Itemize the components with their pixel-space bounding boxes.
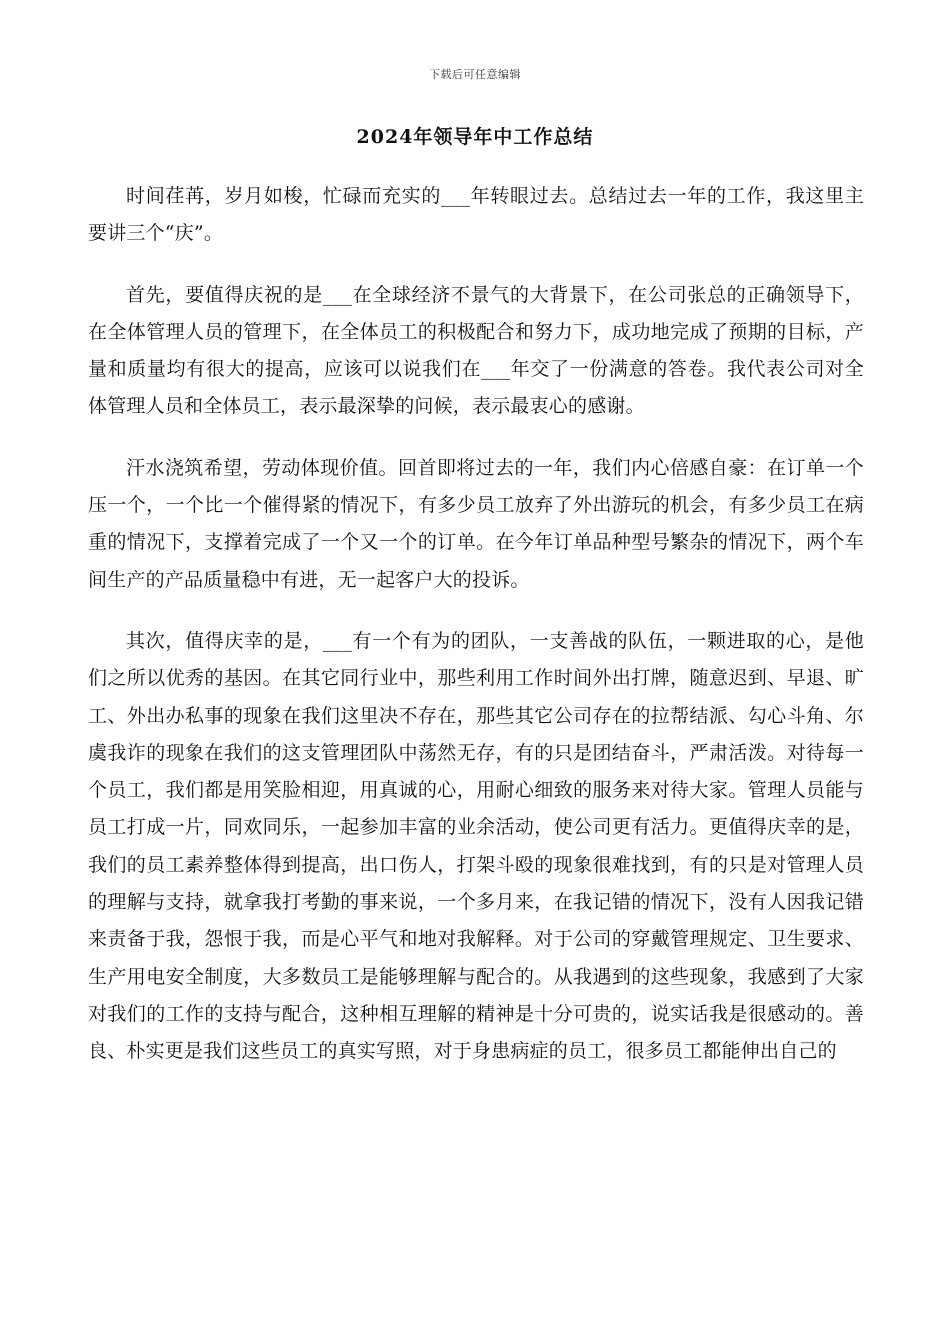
document-title: 2024年领导年中工作总结	[356, 126, 594, 148]
header-note: 下载后可任意编辑	[429, 68, 521, 81]
paragraph-1: 时间荏苒，岁月如梭，忙碌而充实的___年转眼过去。总结过去一年的工作，我这里主要讲三个“庆”。	[88, 185, 864, 245]
document-body	[88, 178, 864, 1095]
paragraph-2: 首先，要值得庆祝的是___在全球经济不景气的大背景下，在公司张总的正确领导下，在全体管理人员的管理下，在全体员工的积极配合和努力下，成功地完成了预期的目标，产量和质量均有很大的提高，应该可以说我们在___年交了一份满意的答卷。我代表公司对全体管理人员和全体员工，表示最深挚的问候，表示最衷心的感谢。	[88, 283, 864, 418]
paragraph-3: 汗水浇筑希望，劳动体现价值。回首即将过去的一年，我们内心倍感自豪：在订单一个压一个，一个比一个催得紧的情况下，有多少员工放弃了外出游玩的机会，有多少员工在病重的情况下，支撑着完成了一个又一个的订单。在今年订单品种型号繁杂的情况下，两个车间生产的产品质量稳中有进，无一起客户大的投诉。	[88, 456, 864, 591]
paragraph-4: 其次，值得庆幸的是，___有一个有为的团队，一支善战的队伍，一颗进取的心，是他们之所以优秀的基因。在其它同行业中，那些利用工作时间外出打牌，随意迟到、早退、旷工、外出办私事的现象在我们这里决不存在，那些其它公司存在的拉帮结派、勾心斗角、尔虞我诈的现象在我们的这支管理团队中荡然无存，有的只是团结奋斗，严肃活泼。对待每一个员工，我们都是用笑脸相迎，用真诚的心，用耐心细致的服务来对待大家。管理人员能与员工打成一片，同欢同乐，一起参加丰富的业余活动，使公司更有活力。更值得庆幸的是，我们的员工素养整体得到提高，出口伤人，打架斗殴的现象很难找到，有的只是对管理人员的理解与支持，就拿我打考勤的事来说，一个多月来，在我记错的情况下，没有人因我记错来责备于我，怨恨于我，而是心平气和地对我解释。对于公司的穿戴管理规定、卫生要求、生产用电安全制度，大多数员工是能够理解与配合的。从我遇到的这些现象，我感到了大家对我们的工作的支持与配合，这种相互理解的精神是十分可贵的，说实话我是很感动的。善良、朴实更是我们这些员工的真实写照，对于身患病症的员工，很多员工都能伸出自己的	[88, 629, 864, 1063]
